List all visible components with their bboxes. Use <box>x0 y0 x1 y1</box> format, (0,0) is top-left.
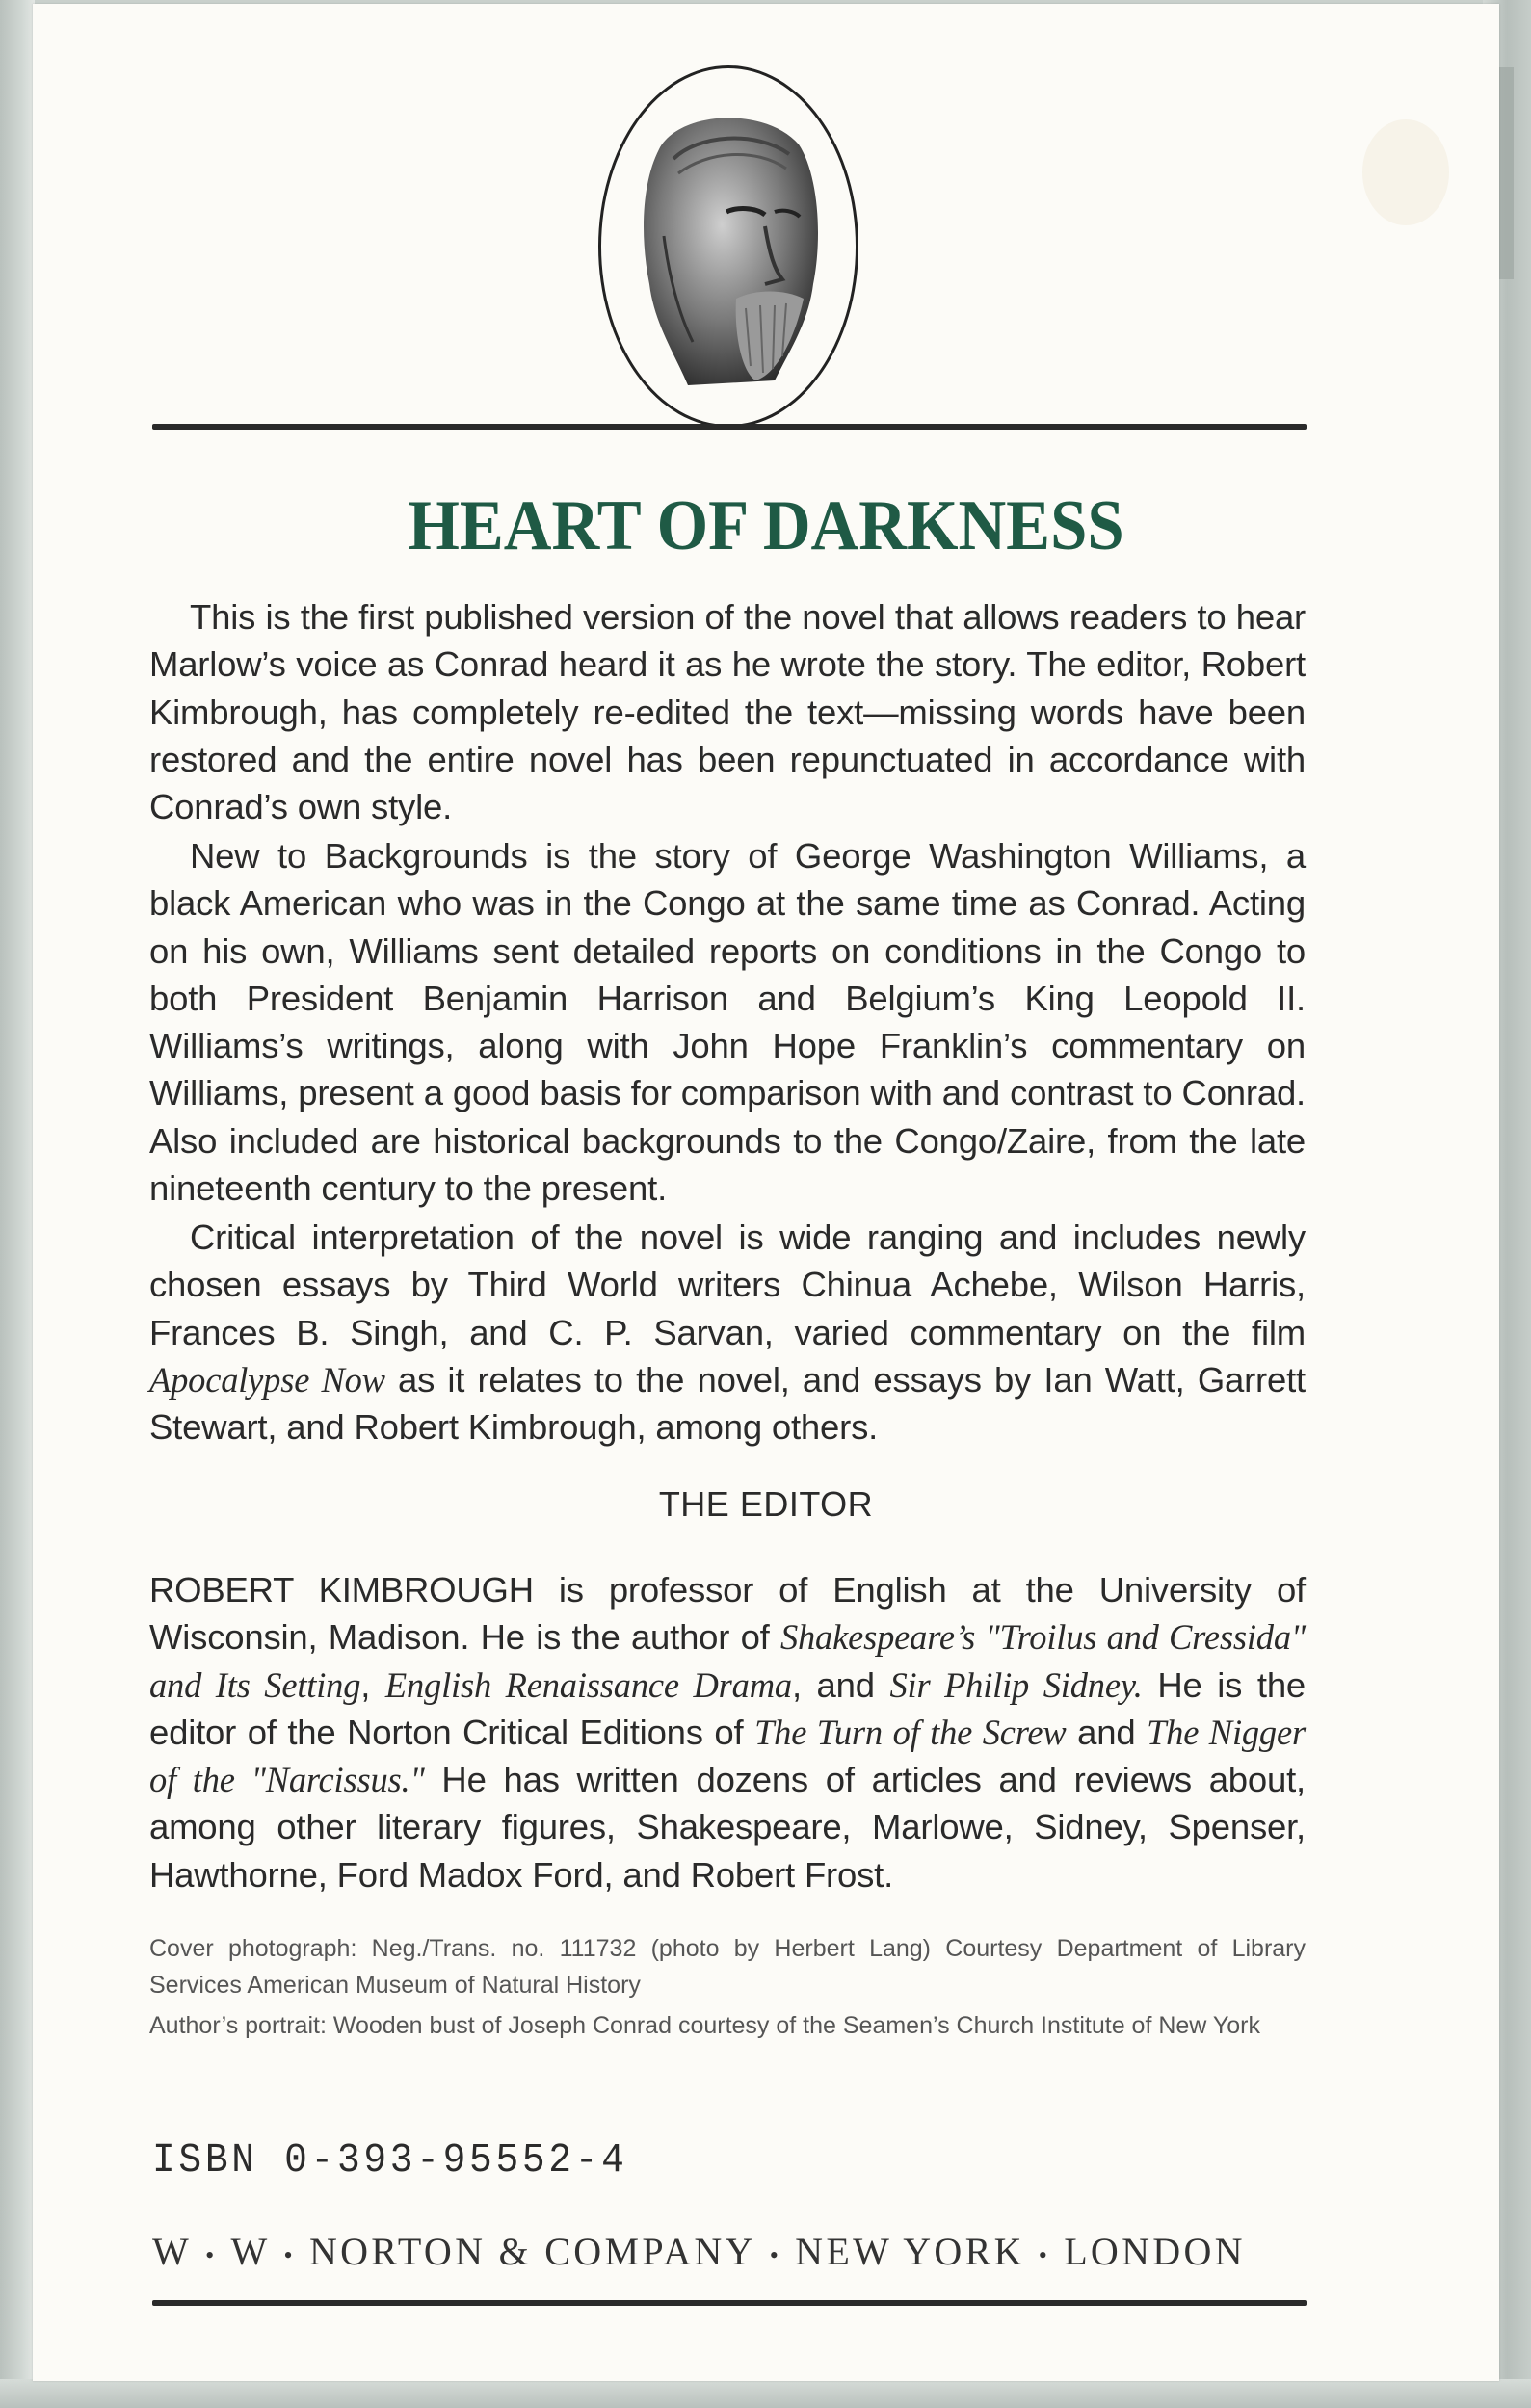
publisher-line <box>152 2229 1318 2274</box>
text-span: Critical interpretation of the novel is wide ranging and includes newly chosen essays by Third World writers Chinua Achebe, Wilson Harris, Frances B. Singh, and C. P. Sarvan, varied commentary on the film <box>149 1217 1306 1352</box>
scan-background-bottom <box>0 2379 1531 2408</box>
text-span: ROBERT KIMBROUGH is professor of English at the University of Wisconsin, Madison. He is the author of <box>149 1570 1306 1658</box>
author-portrait-credit: Author’s portrait: Wooden bust of Joseph Conrad courtesy of the Seamen’s Church Institute of New York <box>149 2012 1260 2039</box>
paragraph-text: New to Backgrounds is the story of George Washington Williams, a black American who was in the Congo at the same time as Conrad. Acting on his own, Williams sent detailed reports on conditions in the Congo to both President Benjamin Harrison and Belgium’s King Leopold II. Williams’s writings, along with John Hope Franklin’s commentary on Williams, present a good basis for comparison with and contrast to Conrad. Also included are historical backgrounds to the Congo/Zaire, from the late nineteenth century to the present. <box>149 836 1306 1209</box>
text-span: He has written dozens of articles and reviews about, among other literary figures, Shakespeare, Marlowe, Sidney, Spenser, Hawthorne, Ford Madox Ford, and Robert Frost. <box>149 1760 1306 1895</box>
portrait-oval-frame <box>598 65 858 428</box>
photo-credits <box>149 1930 1306 2048</box>
book-title: HEART OF DARKNESS <box>408 486 1124 565</box>
cover-photo-credit: Cover photograph: Neg./Trans. no. 111732 (photo by Herbert Lang) Courtesy Department of Library Services American Museum of Natural History <box>149 1935 1306 1999</box>
publisher-city: NEW YORK <box>795 2230 1025 2273</box>
text-span: , <box>360 1664 385 1705</box>
scan-background-left <box>0 0 35 2408</box>
top-divider-rule <box>152 424 1307 430</box>
publisher-part: W <box>230 2230 271 2273</box>
editor-bio <box>149 1566 1306 1898</box>
editor-heading: THE EDITOR <box>658 1484 874 1524</box>
bio-text <box>149 1566 1306 1898</box>
film-title: Apocalypse Now <box>149 1359 385 1400</box>
book-title-italic: The Turn of the Screw <box>754 1712 1067 1752</box>
book-title-italic: Shakespeare’s "Troilus and Cressida" and Its Setting <box>149 1617 1306 1705</box>
book-title-italic: English Renaissance Drama <box>384 1664 792 1705</box>
book-back-cover <box>33 4 1499 2381</box>
bullet-separator: • <box>1038 2240 1051 2269</box>
author-bust-icon <box>620 92 832 409</box>
book-title-italic: Sir Philip Sidney. <box>889 1664 1143 1705</box>
text-span: and <box>1066 1712 1148 1752</box>
text-span: , and <box>791 1664 890 1705</box>
publisher-city: LONDON <box>1064 2230 1246 2273</box>
text-span: as it relates to the novel, and essays by Ian Watt, Garrett Stewart, and Robert Kimbrough, among others. <box>149 1359 1306 1448</box>
description-paragraph-3 <box>149 1214 1306 1451</box>
bullet-separator: • <box>205 2240 218 2269</box>
bullet-separator: • <box>769 2240 782 2269</box>
bullet-separator: • <box>283 2240 296 2269</box>
publisher-part: W <box>152 2230 193 2273</box>
book-title-italic: The Nigger of the "Narcissus." <box>149 1712 1306 1800</box>
author-portrait <box>598 65 880 433</box>
paragraph-text: This is the first published version of the novel that allows readers to hear Marlow’s voice as Conrad heard it as he wrote the story. The editor, Robert Kimbrough, has completely re-edited the text—missing words have been restored and the entire novel has been repunctuated in accordance with Conrad’s own style. <box>149 597 1306 827</box>
bottom-divider-rule <box>152 2300 1307 2306</box>
description-paragraph-2 <box>149 832 1306 1212</box>
text-span: He is the editor of the Norton Critical Editions of <box>149 1664 1307 1752</box>
publisher-name: NORTON & COMPANY <box>308 2230 756 2273</box>
paper-stain <box>1362 119 1449 225</box>
paragraph-text <box>149 1214 1306 1451</box>
isbn-number: ISBN 0-393-95552-4 <box>152 2136 628 2184</box>
description-paragraph-1 <box>149 593 1306 830</box>
